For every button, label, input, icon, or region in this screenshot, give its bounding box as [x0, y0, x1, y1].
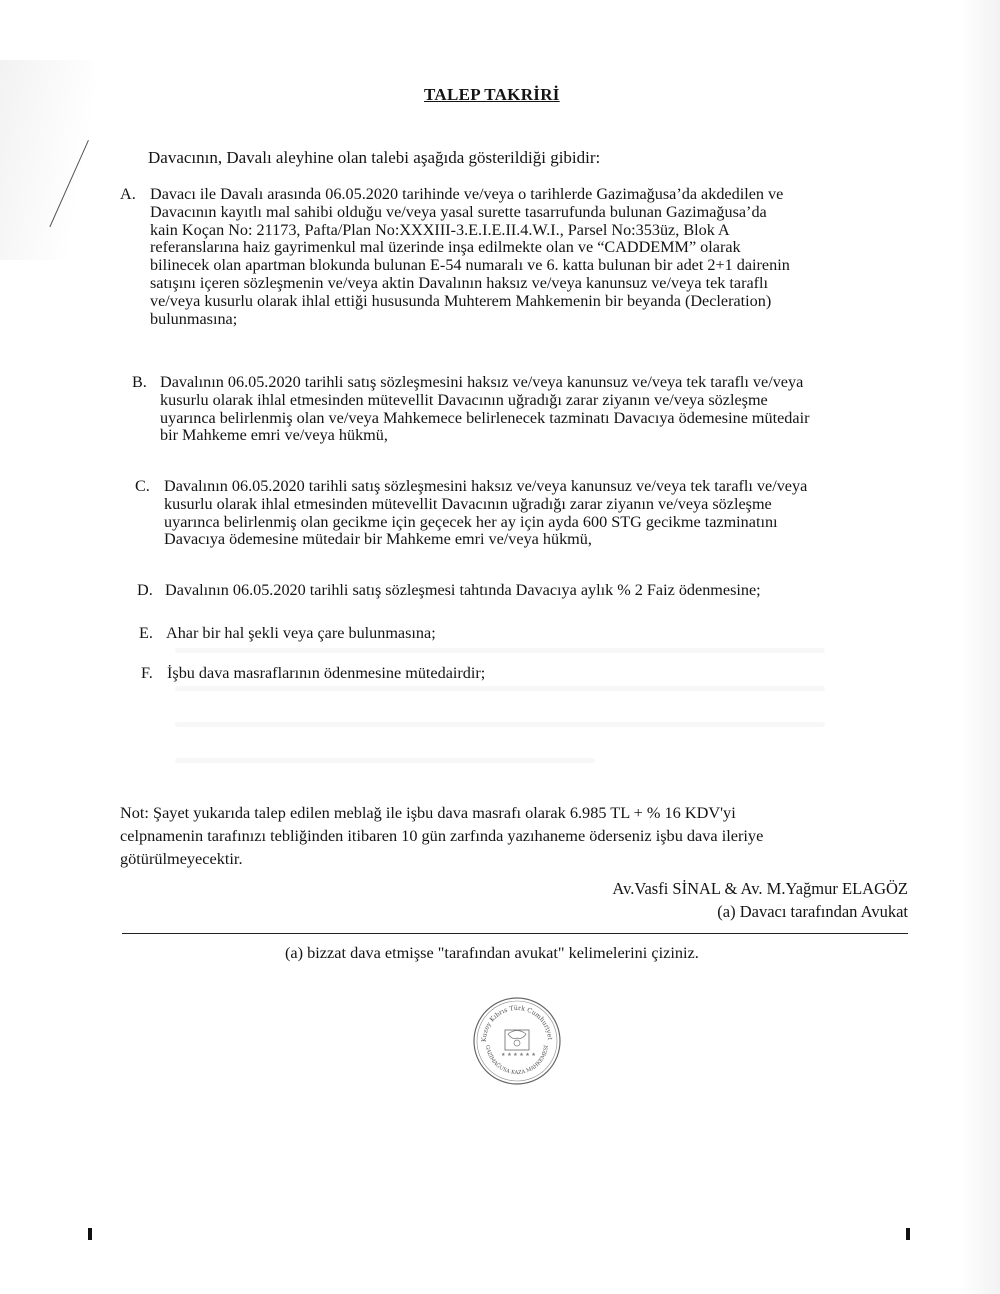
seal-text-bottom: GAZİMAĞUSA KAZA MAHKEMESİ [484, 1044, 550, 1077]
show-through-line [175, 686, 825, 691]
item-label: A. [120, 185, 136, 203]
item-line: Davacı ile Davalı arasında 06.05.2020 tarihinde ve/veya o tarihlerde Gazimağusa’da akdedilen ve [150, 185, 784, 203]
note-line: celpnamenin tarafınızı tebliğinden itibaren 10 gün zarfında yazıhaneme öderseniz işbu dava ileriye [120, 826, 764, 845]
divider-line [122, 933, 908, 934]
svg-text:GAZİMAĞUSA KAZA MAHKEMESİ [484, 1045, 550, 1076]
item-line: Davalının 06.05.2020 tarihli satış sözleşmesi tahtında Davacıya aylık % 2 Faiz ödenmesine; [165, 581, 761, 599]
item-label: C. [135, 477, 150, 495]
item-line: bilinecek olan apartman blokunda bulunan E-54 numaralı ve 6. katta bulunan bir adet 2+1 dairenin [150, 256, 790, 275]
item-label: E. [139, 624, 153, 642]
item-line: Davalının 06.05.2020 tarihli satış sözleşmesini haksız ve/veya kanunsuz ve/veya tek taraflı ve/veya [164, 477, 808, 495]
item-line: bulunmasına; [150, 309, 238, 328]
item-line: İşbu dava masraflarının ödenmesine mütedairdir; [167, 664, 486, 682]
svg-text:Kuzey Kıbrıs Türk Cumhuriyeti [472, 996, 553, 1042]
item-label: B. [132, 373, 147, 391]
item-line: Davacının kayıtlı mal sahibi olduğu ve/veya yasal surette tasarrufunda bulunan Gazimağusa’da [150, 202, 767, 221]
item-text [165, 582, 845, 600]
footnote: (a) bizzat dava etmişse "tarafından avukat" kelimelerini çiziniz. [285, 943, 699, 962]
signature-role: (a) Davacı tarafından Avukat [717, 902, 908, 921]
note-line: götürülmeyecektir. [120, 849, 243, 868]
item-line: ve/veya kusurlu olarak ihlal ettiği hususunda Muhterem Mahkemenin bir beyanda (Decleration) [150, 291, 772, 310]
scan-mark-right [906, 1228, 910, 1240]
show-through-line [175, 758, 595, 763]
note-line: Not: Şayet yukarıda talep edilen meblağ ile işbu dava masrafı olarak 6.985 TL + % 16 KDV'yi [120, 803, 736, 822]
item-line: kusurlu olarak ihlal etmesinden mütevellit Davacının uğradığı zarar ziyanın ve/veya sözleşme [164, 494, 772, 513]
item-line: referanslarına haiz gayrimenkul mal üzerinde inşa edilmekte olan ve “CADDEMM” olarak [150, 238, 741, 257]
signature-name: Av.Vasfi SİNAL & Av. M.Yağmur ELAGÖZ [612, 879, 908, 898]
page-shadow-right [960, 0, 1000, 1294]
scan-mark-left [88, 1228, 92, 1240]
item-label: D. [137, 581, 153, 599]
item-line: uyarınca belirlenmiş olan ve/veya Mahkemece belirlenecek tazminatı Davacıya ödemesine mütedair [160, 408, 810, 427]
item-text [167, 665, 587, 683]
item-label: F. [141, 664, 153, 682]
item-line: satışını içeren sözleşmenin ve/veya aktin Davalının haksız ve/veya kanunsuz ve/veya tek taraflı [150, 273, 769, 292]
item-text [166, 625, 566, 643]
item-line: bir Mahkeme emri ve/veya hükmü, [160, 426, 388, 445]
item-text [160, 374, 905, 445]
item-line: Ahar bir hal şekli veya çare bulunmasına; [166, 624, 436, 642]
payment-note [120, 801, 900, 870]
item-line: kain Koçan No: 21173, Pafta/Plan No:XXXIII-3.E.I.E.II.4.W.I., Parsel No:353üz, Blok A [150, 220, 730, 239]
show-through-line [175, 722, 825, 727]
item-text [164, 478, 904, 549]
item-line: Davalının 06.05.2020 tarihli satış sözleşmesini haksız ve/veya kanunsuz ve/veya tek taraflı ve/veya [160, 373, 804, 391]
seal-text-top: Kuzey Kıbrıs Türk Cumhuriyet [480, 1004, 553, 1043]
item-line: uyarınca belirlenmiş olan gecikme için geçecek her ay için ayda 600 STG gecikme tazminatını [164, 512, 778, 531]
item-text [150, 186, 920, 328]
svg-text:★ ★ ★ ★ ★ ★: ★ ★ ★ ★ ★ ★ [501, 1052, 536, 1058]
item-line: kusurlu olarak ihlal etmesinden mütevellit Davacının uğradığı zarar ziyanın ve/veya sözleşme [160, 390, 768, 409]
court-seal-icon [472, 996, 562, 1086]
item-line: Davacıya ödemesine mütedair bir Mahkeme emri ve/veya hükmü, [164, 530, 592, 549]
intro-text: Davacının, Davalı aleyhine olan talebi aşağıda gösterildiği gibidir: [148, 148, 601, 167]
document-title: TALEP TAKRİRİ [424, 85, 560, 104]
show-through-line [175, 648, 825, 653]
page-shadow-left [0, 60, 95, 260]
